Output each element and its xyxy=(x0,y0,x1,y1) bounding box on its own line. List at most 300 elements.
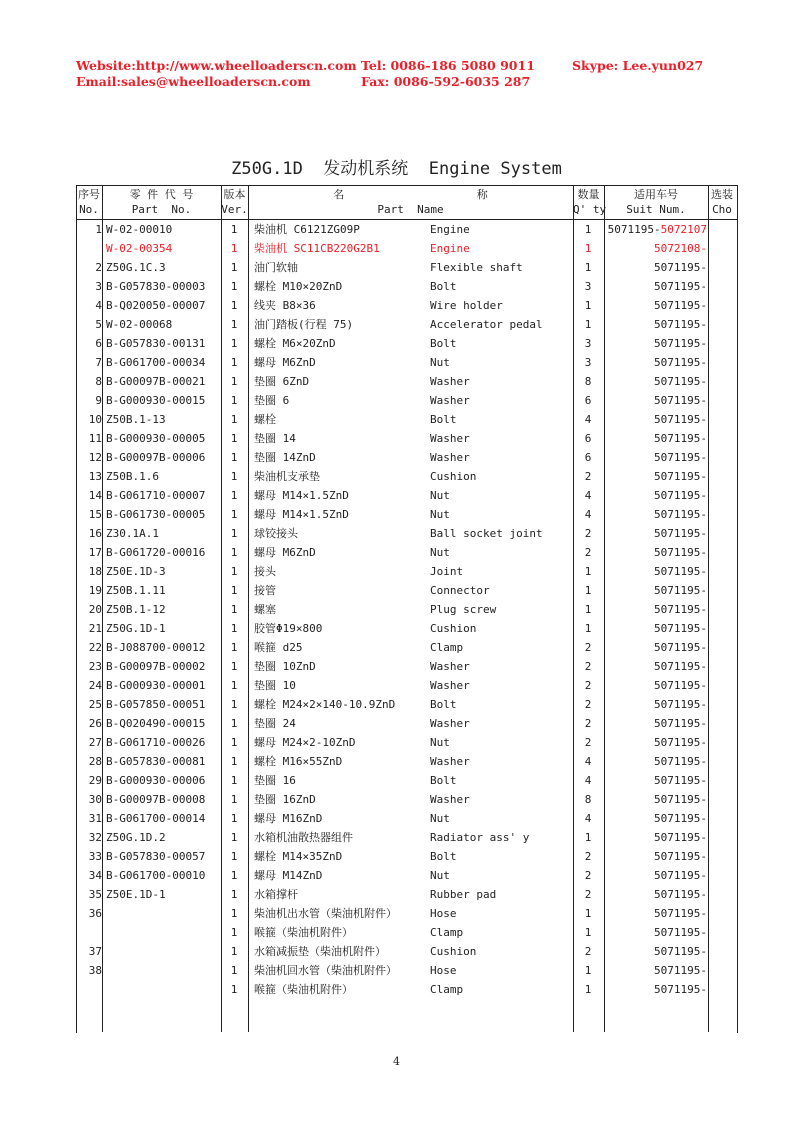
suit-number-start: 5071195- xyxy=(654,736,707,749)
suit-number-start: 5071195- xyxy=(654,584,707,597)
suit-number xyxy=(605,565,707,579)
table-row xyxy=(76,259,736,278)
table-row xyxy=(76,753,736,772)
part-name-en: Nut xyxy=(430,508,450,521)
suit-number xyxy=(605,983,707,997)
suit-number xyxy=(605,470,707,484)
table-row xyxy=(76,867,736,886)
suit-number xyxy=(605,622,707,636)
table-row xyxy=(76,791,736,810)
suit-number xyxy=(605,527,707,541)
row-number: 16 xyxy=(88,527,102,540)
suit-number-start: 5071195- xyxy=(654,413,707,426)
header-suit-num: 适用车号 Suit Num. xyxy=(626,188,686,216)
suit-number-end: 5072108- xyxy=(654,242,707,255)
table-row xyxy=(76,772,736,791)
quantity: 1 xyxy=(584,565,592,578)
part-name-en: Bolt xyxy=(430,774,457,787)
quantity: 2 xyxy=(584,698,592,711)
suit-number xyxy=(605,603,707,617)
table-row xyxy=(76,981,736,1000)
page-title: Z50G.1D 发动机系统 Engine System xyxy=(231,159,562,179)
table-row xyxy=(76,430,736,449)
suit-number-start: 5071195- xyxy=(654,945,707,958)
part-number: B-G000930-00015 xyxy=(106,394,206,407)
suit-number xyxy=(605,660,707,674)
part-number: B-G00097B-00021 xyxy=(106,375,206,388)
row-number: 31 xyxy=(88,812,102,825)
part-name-en: Washer xyxy=(430,432,470,445)
row-number: 21 xyxy=(88,622,102,635)
suit-number xyxy=(605,375,707,389)
version: 1 xyxy=(230,812,238,825)
header-divider xyxy=(76,219,737,220)
suit-number xyxy=(605,698,707,712)
version: 1 xyxy=(230,470,238,483)
part-number: Z30.1A.1 xyxy=(106,527,159,540)
quantity: 2 xyxy=(584,945,592,958)
suit-number-start: 5071195- xyxy=(654,812,707,825)
suit-number xyxy=(605,280,707,294)
part-number: B-G061710-00026 xyxy=(106,736,206,749)
row-number: 10 xyxy=(88,413,102,426)
version: 1 xyxy=(230,679,238,692)
row-number: 29 xyxy=(88,774,102,787)
row-number: 6 xyxy=(95,337,102,350)
part-name-en: Washer xyxy=(430,755,470,768)
suit-number xyxy=(605,964,707,978)
quantity: 1 xyxy=(584,603,592,616)
row-number: 26 xyxy=(88,717,102,730)
suit-number-start: 5071195- xyxy=(654,774,707,787)
part-number: W-02-00010 xyxy=(106,223,173,236)
table-row xyxy=(76,639,736,658)
table-row xyxy=(76,373,736,392)
row-number: 12 xyxy=(88,451,102,464)
part-name-en: Accelerator pedal xyxy=(430,318,543,331)
suit-number xyxy=(605,679,707,693)
part-name-cn: 柴油机 SC11CB220G2B1 xyxy=(254,242,380,255)
table-row xyxy=(76,468,736,487)
row-number: 37 xyxy=(88,945,102,958)
row-number: 13 xyxy=(88,470,102,483)
suit-number xyxy=(605,907,707,921)
quantity: 4 xyxy=(584,755,592,768)
suit-number xyxy=(605,451,707,465)
part-number: B-G057830-00081 xyxy=(106,755,206,768)
row-number: 23 xyxy=(88,660,102,673)
suit-number xyxy=(605,508,707,522)
table-row xyxy=(76,335,736,354)
quantity: 1 xyxy=(584,831,592,844)
suit-number-start: 5071195- xyxy=(654,869,707,882)
part-name-en: Nut xyxy=(430,489,450,502)
part-name-cn: 螺栓 M16×55ZnD xyxy=(254,755,343,768)
part-name-cn: 螺栓 M24×2×140-10.9ZnD xyxy=(254,698,396,711)
quantity: 1 xyxy=(584,318,592,331)
version: 1 xyxy=(230,261,238,274)
part-name-en: Bolt xyxy=(430,413,457,426)
part-name-cn: 喉箍（柴油机附件） xyxy=(254,983,353,996)
part-number: B-G061720-00016 xyxy=(106,546,206,559)
row-number: 28 xyxy=(88,755,102,768)
suit-number xyxy=(605,299,707,313)
part-number: Z50B.1.11 xyxy=(106,584,166,597)
part-name-cn: 油门踏板(行程 75) xyxy=(254,318,354,331)
row-number: 30 xyxy=(88,793,102,806)
page-number: 4 xyxy=(393,1055,400,1068)
suit-number xyxy=(605,413,707,427)
suit-number xyxy=(605,850,707,864)
part-name-cn: 喉箍 d25 xyxy=(254,641,303,654)
version: 1 xyxy=(230,983,238,996)
version: 1 xyxy=(230,584,238,597)
email-text: Email:sales@wheelloaderscn.com xyxy=(76,74,311,89)
part-number: Z50E.1D-1 xyxy=(106,888,166,901)
row-number: 2 xyxy=(95,261,102,274)
row-number: 27 xyxy=(88,736,102,749)
suit-number xyxy=(605,261,707,275)
table-row xyxy=(76,354,736,373)
part-name-cn: 垫圈 14 xyxy=(254,432,296,445)
row-number: 15 xyxy=(88,508,102,521)
part-number: B-J088700-00012 xyxy=(106,641,206,654)
suit-number xyxy=(605,546,707,560)
part-name-en: Bolt xyxy=(430,280,457,293)
table-row xyxy=(76,715,736,734)
part-number: B-G061730-00005 xyxy=(106,508,206,521)
table-row xyxy=(76,506,736,525)
part-name-cn: 垫圈 10ZnD xyxy=(254,660,316,673)
part-number: B-G00097B-00008 xyxy=(106,793,206,806)
version: 1 xyxy=(230,299,238,312)
version: 1 xyxy=(230,451,238,464)
part-name-en: Washer xyxy=(430,717,470,730)
suit-number xyxy=(605,318,707,332)
quantity: 2 xyxy=(584,470,592,483)
part-name-en: Washer xyxy=(430,660,470,673)
version: 1 xyxy=(230,641,238,654)
part-name-cn: 螺母 M6ZnD xyxy=(254,546,316,559)
version: 1 xyxy=(230,755,238,768)
part-name-en: Nut xyxy=(430,356,450,369)
quantity: 2 xyxy=(584,888,592,901)
row-number: 14 xyxy=(88,489,102,502)
part-name-cn: 螺栓 M14×35ZnD xyxy=(254,850,343,863)
quantity: 4 xyxy=(584,774,592,787)
part-number: B-G061700-00010 xyxy=(106,869,206,882)
part-name-en: Hose xyxy=(430,964,457,977)
version: 1 xyxy=(230,546,238,559)
part-name-en: Bolt xyxy=(430,337,457,350)
part-number: Z50B.1.6 xyxy=(106,470,159,483)
row-number: 3 xyxy=(95,280,102,293)
row-number: 36 xyxy=(88,907,102,920)
row-number: 33 xyxy=(88,850,102,863)
part-number: W-02-00068 xyxy=(106,318,173,331)
part-name-en: Bolt xyxy=(430,850,457,863)
row-number: 34 xyxy=(88,869,102,882)
table-row xyxy=(76,696,736,715)
suit-number xyxy=(605,926,707,940)
version: 1 xyxy=(230,413,238,426)
part-name-en: Hose xyxy=(430,907,457,920)
suit-number xyxy=(605,812,707,826)
part-name-en: Clamp xyxy=(430,641,464,654)
table-row xyxy=(76,316,736,335)
suit-number xyxy=(605,888,707,902)
part-name-en: Washer xyxy=(430,394,470,407)
part-name-en: Cushion xyxy=(430,945,477,958)
table-row xyxy=(76,582,736,601)
part-name-en: Nut xyxy=(430,812,450,825)
suit-number-start: 5071195- xyxy=(654,432,707,445)
version: 1 xyxy=(230,603,238,616)
part-name-cn: 螺栓 xyxy=(254,413,276,426)
version: 1 xyxy=(230,223,238,236)
quantity: 4 xyxy=(584,812,592,825)
row-number: 17 xyxy=(88,546,102,559)
quantity: 3 xyxy=(584,356,592,369)
part-name-en: Plug screw xyxy=(430,603,497,616)
table-row xyxy=(76,620,736,639)
version: 1 xyxy=(230,565,238,578)
part-name-en: Washer xyxy=(430,451,470,464)
part-number: B-Q020050-00007 xyxy=(106,299,206,312)
part-number: Z50B.1-12 xyxy=(106,603,166,616)
suit-number xyxy=(605,793,707,807)
quantity: 2 xyxy=(584,527,592,540)
part-number: B-G000930-00006 xyxy=(106,774,206,787)
version: 1 xyxy=(230,869,238,882)
table-row xyxy=(76,297,736,316)
suit-number-start: 5071195- xyxy=(654,451,707,464)
quantity: 3 xyxy=(584,337,592,350)
suit-number xyxy=(605,641,707,655)
suit-number-start: 5071195- xyxy=(654,470,707,483)
suit-number xyxy=(605,584,707,598)
part-name-cn: 球铰接头 xyxy=(254,527,298,540)
version: 1 xyxy=(230,660,238,673)
suit-number-start: 5071195- xyxy=(654,983,707,996)
part-number: B-G000930-00001 xyxy=(106,679,206,692)
quantity: 8 xyxy=(584,793,592,806)
table-row xyxy=(76,886,736,905)
part-number: B-G000930-00005 xyxy=(106,432,206,445)
table-row xyxy=(76,544,736,563)
skype-text: Skype: Lee.yun027 xyxy=(572,58,704,73)
suit-number-start: 5071195- xyxy=(654,280,707,293)
quantity: 2 xyxy=(584,679,592,692)
suit-number-start: 5071195- xyxy=(654,831,707,844)
version: 1 xyxy=(230,394,238,407)
suit-number xyxy=(605,755,707,769)
table-row xyxy=(76,943,736,962)
part-name-cn: 油门软轴 xyxy=(254,261,298,274)
row-number: 5 xyxy=(95,318,102,331)
version: 1 xyxy=(230,318,238,331)
header-qty: 数量 Q' ty xyxy=(573,188,607,216)
table-row xyxy=(76,449,736,468)
part-name-cn: 螺母 M6ZnD xyxy=(254,356,316,369)
part-name-cn: 线夹 B8×36 xyxy=(254,299,316,312)
part-number: B-G061710-00007 xyxy=(106,489,206,502)
table-row xyxy=(76,525,736,544)
table-row xyxy=(76,848,736,867)
part-number: Z50E.1D-3 xyxy=(106,565,166,578)
suit-number-start: 5071195- xyxy=(654,641,707,654)
row-number: 35 xyxy=(88,888,102,901)
suit-number-start: 5071195- xyxy=(654,964,707,977)
row-number: 9 xyxy=(95,394,102,407)
suit-number xyxy=(605,869,707,883)
suit-number-start: 5071195- xyxy=(654,299,707,312)
version: 1 xyxy=(230,831,238,844)
quantity: 1 xyxy=(584,242,592,255)
table-row xyxy=(76,677,736,696)
version: 1 xyxy=(230,337,238,350)
suit-number xyxy=(605,356,707,370)
part-number: B-G057850-00051 xyxy=(106,698,206,711)
part-name-en: Joint xyxy=(430,565,464,578)
suit-number xyxy=(605,337,707,351)
table-row xyxy=(76,487,736,506)
version: 1 xyxy=(230,280,238,293)
part-name-cn: 接管 xyxy=(254,584,276,597)
part-name-cn: 垫圈 6 xyxy=(254,394,290,407)
suit-number xyxy=(605,717,707,731)
row-number: 4 xyxy=(95,299,102,312)
part-name-cn: 垫圈 10 xyxy=(254,679,296,692)
part-name-en: Nut xyxy=(430,869,450,882)
row-number: 25 xyxy=(88,698,102,711)
version: 1 xyxy=(230,356,238,369)
suit-number-start: 5071195- xyxy=(654,356,707,369)
header-part-no: 零 件 代 号 Part No. xyxy=(129,188,194,216)
part-name-cn: 螺母 M14×1.5ZnD xyxy=(254,508,349,521)
part-name-en: Connector xyxy=(430,584,490,597)
table-row xyxy=(76,601,736,620)
suit-number xyxy=(605,831,707,845)
part-name-cn: 水箱机油散热器组件 xyxy=(254,831,353,844)
quantity: 1 xyxy=(584,907,592,920)
part-name-en: Cushion xyxy=(430,470,477,483)
quantity: 1 xyxy=(584,584,592,597)
quantity: 1 xyxy=(584,299,592,312)
part-name-cn: 螺母 M14ZnD xyxy=(254,869,323,882)
version: 1 xyxy=(230,888,238,901)
part-name-cn: 垫圈 6ZnD xyxy=(254,375,310,388)
suit-number-start: 5071195- xyxy=(654,698,707,711)
table-row xyxy=(76,563,736,582)
header-no: 序号 No. xyxy=(78,188,100,216)
header-part-name: 名 称 Part Name xyxy=(333,188,488,216)
suit-number-start: 5071195- xyxy=(654,394,707,407)
suit-number xyxy=(605,736,707,750)
row-number: 18 xyxy=(88,565,102,578)
suit-number-start: 5071195- xyxy=(654,926,707,939)
quantity: 2 xyxy=(584,660,592,673)
part-number: B-G061700-00014 xyxy=(106,812,206,825)
suit-number xyxy=(605,489,707,503)
row-number: 38 xyxy=(88,964,102,977)
suit-number xyxy=(605,242,707,256)
suit-number xyxy=(605,945,707,959)
quantity: 6 xyxy=(584,394,592,407)
part-name-en: Ball socket joint xyxy=(430,527,543,540)
suit-number-start: 5071195- xyxy=(654,261,707,274)
suit-number-start: 5071195- xyxy=(654,679,707,692)
part-number: B-G00097B-00002 xyxy=(106,660,206,673)
part-name-en: Engine xyxy=(430,223,470,236)
suit-number-start: 5071195- xyxy=(654,907,707,920)
part-name-en: Clamp xyxy=(430,926,464,939)
suit-number-start: 5071195- xyxy=(654,375,707,388)
version: 1 xyxy=(230,508,238,521)
part-name-cn: 接头 xyxy=(254,565,276,578)
suit-number-start: 5071195- xyxy=(654,755,707,768)
version: 1 xyxy=(230,527,238,540)
part-name-en: Washer xyxy=(430,679,470,692)
part-name-cn: 螺栓 M10×20ZnD xyxy=(254,280,343,293)
quantity: 2 xyxy=(584,717,592,730)
suit-number xyxy=(605,432,707,446)
part-name-cn: 柴油机支承垫 xyxy=(254,470,320,483)
header-ver: 版本 Ver. xyxy=(221,188,248,216)
suit-number-start: 5071195- xyxy=(654,489,707,502)
part-name-cn: 喉箍（柴油机附件） xyxy=(254,926,353,939)
table-row xyxy=(76,240,736,259)
suit-number-end: 5072107 xyxy=(660,223,707,236)
part-name-cn: 垫圈 16ZnD xyxy=(254,793,316,806)
table-row xyxy=(76,810,736,829)
part-name-en: Engine xyxy=(430,242,470,255)
table-row xyxy=(76,905,736,924)
version: 1 xyxy=(230,964,238,977)
part-name-cn: 垫圈 24 xyxy=(254,717,296,730)
website-text: Website:http://www.wheelloaderscn.com xyxy=(76,58,357,73)
table-row xyxy=(76,411,736,430)
suit-number-start: 5071195- xyxy=(654,337,707,350)
part-name-en: Nut xyxy=(430,546,450,559)
part-name-cn: 柴油机回水管（柴油机附件） xyxy=(254,964,397,977)
part-name-cn: 胶管Φ19×800 xyxy=(254,622,323,635)
quantity: 8 xyxy=(584,375,592,388)
quantity: 2 xyxy=(584,736,592,749)
part-name-cn: 柴油机出水管（柴油机附件） xyxy=(254,907,397,920)
suit-number-start: 5071195- xyxy=(654,717,707,730)
part-number: B-G061700-00034 xyxy=(106,356,206,369)
part-name-en: Nut xyxy=(430,736,450,749)
version: 1 xyxy=(230,945,238,958)
part-number: B-G057830-00131 xyxy=(106,337,206,350)
suit-number-start: 5071195- xyxy=(607,223,661,236)
part-number: Z50G.1D.2 xyxy=(106,831,166,844)
quantity: 2 xyxy=(584,641,592,654)
quantity: 4 xyxy=(584,489,592,502)
row-number: 22 xyxy=(88,641,102,654)
part-name-en: Wire holder xyxy=(430,299,503,312)
part-name-cn: 水箱撑杆 xyxy=(254,888,298,901)
fax-text: Fax: 0086-592-6035 287 xyxy=(361,74,531,89)
suit-number xyxy=(605,774,707,788)
row-number: 1 xyxy=(95,223,102,236)
version: 1 xyxy=(230,432,238,445)
row-number: 8 xyxy=(95,375,102,388)
part-name-cn: 螺母 M24×2-10ZnD xyxy=(254,736,356,749)
part-name-en: Washer xyxy=(430,793,470,806)
quantity: 2 xyxy=(584,869,592,882)
